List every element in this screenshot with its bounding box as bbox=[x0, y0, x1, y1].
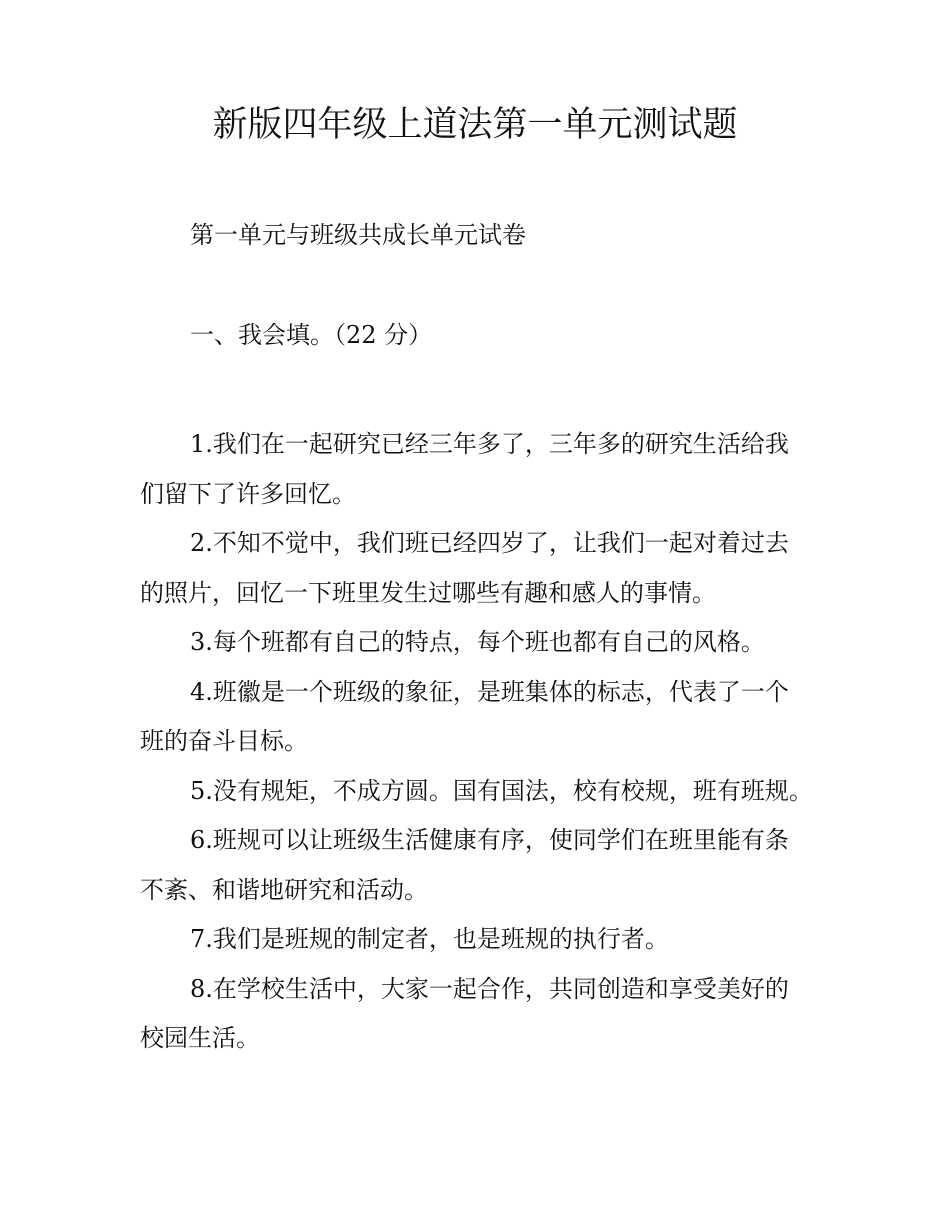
item-2-line-1: 2.不知不觉中，我们班已经四岁了，让我们一起对着过去 bbox=[190, 529, 789, 557]
document-title: 新版四年级上道法第一单元测试题 bbox=[212, 105, 738, 145]
fill-in-items bbox=[140, 420, 840, 1064]
item-6-line-1: 6.班规可以让班级生活健康有序，使同学们在班里能有条 bbox=[190, 826, 789, 854]
item-4-line-2: 班的奋斗目标。 bbox=[140, 727, 308, 755]
item-6-line-2: 不紊、和谐地研究和活动。 bbox=[140, 875, 428, 904]
section-heading: 一、我会填。（22 分） bbox=[190, 321, 433, 349]
item-8-line-1: 8.在学校生活中，大家一起合作，共同创造和享受美好的 bbox=[190, 974, 789, 1003]
item-5-line-1: 5.没有规矩，不成方圆。国有国法，校有校规，班有班规。 bbox=[190, 776, 813, 805]
document-subtitle: 第一单元与班级共成长单元试卷 bbox=[190, 221, 526, 249]
item-4-line-1: 4.班徽是一个班级的象征，是班集体的标志，代表了一个 bbox=[190, 677, 789, 706]
item-3-line-1: 3.每个班都有自己的特点，每个班也都有自己的风格。 bbox=[190, 628, 765, 656]
item-1-line-2: 们留下了许多回忆。 bbox=[140, 479, 356, 508]
item-8-line-2: 校园生活。 bbox=[140, 1024, 260, 1052]
item-7-line-1: 7.我们是班规的制定者，也是班规的执行者。 bbox=[190, 925, 669, 953]
item-1-line-1: 1.我们在一起研究已经三年多了，三年多的研究生活给我 bbox=[190, 430, 789, 458]
item-2-line-2: 的照片，回忆一下班里发生过哪些有趣和感人的事情。 bbox=[140, 578, 716, 607]
